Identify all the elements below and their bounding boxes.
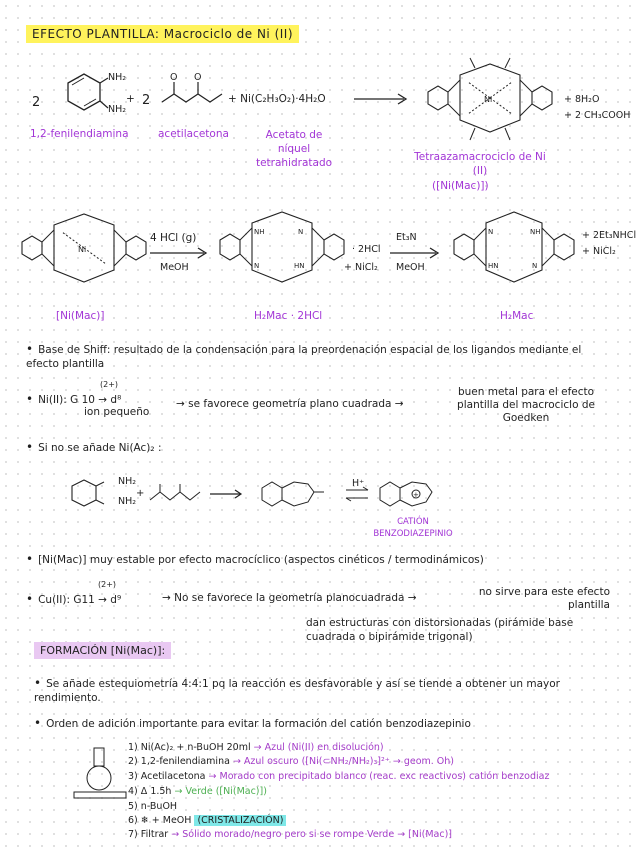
note-ni-config: • Ni(II): G 10 → d⁸ — [26, 392, 121, 406]
scheme-nh2-top: NH₂ — [118, 476, 137, 487]
reaction-arrow-1 — [352, 92, 412, 106]
note-cu-not-useful: no sirve para este efecto plantilla — [478, 586, 610, 611]
step-6: 6) ❄ + MeOH (CRISTALIZACIÓN) — [128, 815, 286, 826]
formation-stoichiometry: • Se añade estequiometría 4:4:1 pq la reacción es desfavorable y así se tiende a obtener un mayor rendimiento. — [34, 676, 604, 705]
svg-text:HN: HN — [488, 262, 499, 270]
label-h2mac: H₂Mac — [500, 310, 534, 322]
label-ni-acetate: Acetato de níquel tetrahidratado — [255, 129, 333, 169]
label-ni-mac-2: [Ni(Mac)] — [56, 310, 105, 322]
label-ni-mac-short: ([Ni(Mac)]) — [432, 180, 489, 192]
svg-text:NH: NH — [254, 228, 265, 236]
svg-text:N: N — [532, 262, 538, 270]
note-ni-goedken: buen metal para el efecto plantilla del macrociclo de Goedken — [457, 386, 595, 424]
note-stability: • [Ni(Mac)] muy estable por efecto macrocíclico (aspectos cinéticos / termodinámicos) — [26, 552, 484, 566]
note-ni-geometry: → se favorece geometría plano cuadrada → — [176, 398, 404, 410]
svg-text:N: N — [488, 228, 494, 236]
byproduct-1: + 8H₂O — [564, 94, 600, 105]
note-ni-small-ion: ion pequeño — [84, 406, 150, 418]
note-cu-distortion: dan estructuras con distorsionadas (pirámide base cuadrada o bipirámide trigonal) — [306, 617, 574, 643]
step-5: 5) n-BuOH — [128, 801, 178, 812]
ni-mac-structure-2 — [14, 200, 154, 300]
acetylacetone-structure — [158, 74, 228, 114]
page-title: EFECTO PLANTILLA: Macrociclo de Ni (II) — [26, 25, 299, 43]
svg-text:+: + — [136, 488, 145, 499]
svg-text:N: N — [254, 262, 260, 270]
h2mac-2hcl-structure — [212, 198, 356, 302]
formation-heading: FORMACIÓN [Ni(Mac)]: — [34, 642, 171, 659]
svg-text:Ni: Ni — [484, 95, 493, 104]
svg-text:+: + — [413, 491, 419, 499]
svg-text:HN: HN — [294, 262, 305, 270]
note-ni-charge: (2+) — [100, 380, 119, 389]
flask-setup-icon — [70, 744, 130, 804]
note-schiff-base: • Base de Shiff: resultado de la condensación para la preordenación espacial de los ligandos mediante el efecto plantilla — [26, 342, 596, 371]
plus-1: + — [126, 93, 135, 105]
byproduct-nicl2: + NiCl₂ — [582, 246, 616, 257]
arrow1-top-label: 4 HCl (g) — [150, 232, 197, 244]
arrow1-bottom-label: MeOH — [160, 262, 189, 273]
step-1: 1) Ni(Ac)₂ + n-BuOH 20ml → Azul (Ni(II) en disolución) — [128, 742, 384, 753]
ni-macrocycle-structure — [420, 50, 560, 150]
arrow2-top-label: Et₃N — [396, 232, 417, 243]
svg-text:Ni: Ni — [78, 245, 87, 254]
step-7: 7) Filtrar → Sólido morado/negro pero si se rompe Verde → [Ni(Mac)] — [128, 829, 452, 840]
scheme-hplus: H⁺ — [352, 478, 365, 489]
reaction-arrow-3 — [388, 246, 444, 260]
acac-o1: O — [170, 72, 178, 83]
svg-text:N: N — [298, 228, 304, 236]
step-4: 4) Δ 1.5h → Verde ([Ni(Mac)]) — [128, 786, 267, 797]
step-2: 2) 1,2-fenilendiamina → Azul oscuro ([Ni(⊂NH₂/NH₂)₃]²⁺ → geom. Oh) — [128, 756, 455, 767]
middle-nicl2: + NiCl₂ — [344, 262, 378, 273]
scheme-nh2-bottom: NH₂ — [118, 496, 137, 507]
label-benzodiazepinium: CATIÓN BENZODIAZEPINIO — [373, 517, 453, 539]
coef-2: 2 — [142, 93, 151, 108]
note-cu-charge: (2+) — [98, 580, 117, 589]
svg-text:NH: NH — [530, 228, 541, 236]
byproduct-2: + 2 CH₃COOH — [564, 110, 631, 121]
nh2-top: NH₂ — [108, 72, 127, 83]
note-cu-geometry: → No se favorece la geometría planocuadrada → — [162, 592, 417, 604]
arrow2-bottom-label: MeOH — [396, 262, 425, 273]
step-3: 3) Acetilacetona → Morado con precipitado blanco (reac. exc reactivos) catión benzodiaz — [128, 771, 550, 782]
nh2-bottom: NH₂ — [108, 104, 127, 115]
middle-2hcl: · 2HCl — [352, 244, 381, 255]
note-without-ni: • Si no se añade Ni(Ac)₂ : — [26, 440, 162, 454]
label-h2mac-2hcl: H₂Mac · 2HCl — [254, 310, 323, 322]
label-phenylenediamine: 1,2-fenilendiamina — [30, 128, 129, 140]
label-acetylacetone: acetilacetona — [158, 128, 229, 140]
nickel-reagent: + Ni(C₂H₃O₂)·4H₂O — [228, 93, 326, 105]
byproduct-et3nhcl: + 2Et₃NHCl — [582, 230, 636, 241]
acac-o2: O — [194, 72, 202, 83]
note-cu-config: • Cu(II): G11 → d⁹ — [26, 592, 121, 606]
coef-1: 2 — [32, 95, 41, 110]
label-ni-macrocycle: Tetraazamacrociclo de Ni (II) — [414, 151, 546, 177]
formation-addition-order: • Orden de adición importante para evitar la formación del catión benzodiazepinio — [34, 716, 604, 730]
h2mac-structure — [448, 198, 582, 302]
reaction-arrow-2 — [148, 246, 212, 260]
